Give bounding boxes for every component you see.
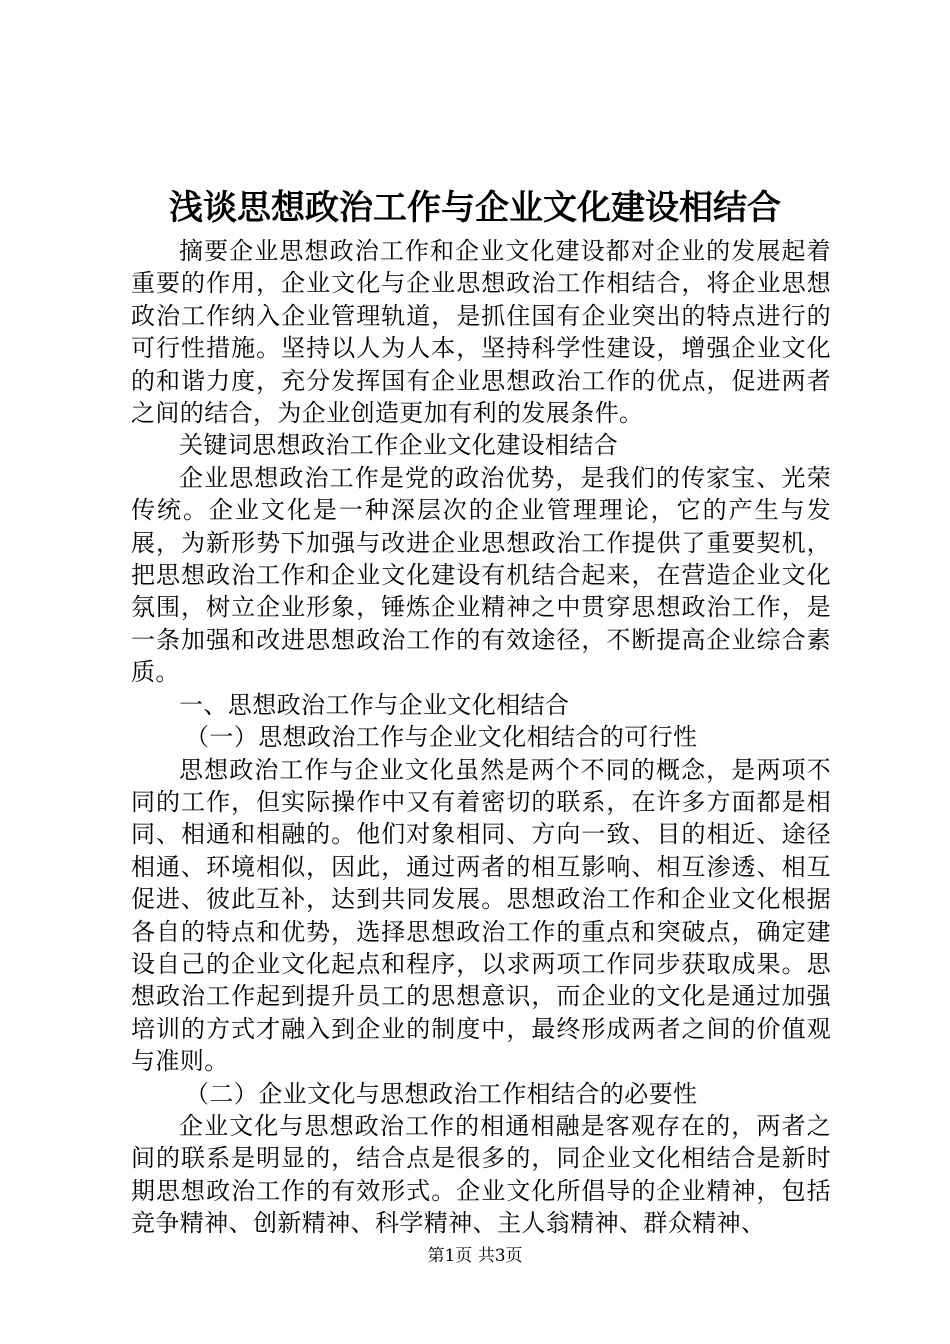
subsection-heading-2: （二）企业文化与思想政治工作相结合的必要性	[185, 1079, 698, 1108]
section-heading-1: 一、思想政治工作与企业文化相结合	[179, 690, 570, 719]
body-paragraph: 思想政治工作与企业文化虽然是两个不同的概念，是两项不同的工作，但实际操作中又有着密切的联系，在许多方面都是相同、相通和相融的。他们对象相同、方向一致、目的相近、途径相通、环境相似，因此，通过两者的相互影响、相互渗透、相互促进、彼此互补，达到共同发展。思想政治工作和企业文化根据各自的特点和优势，选择思想政治工作的重点和突破点，确定建设自己的企业文化起点和程序，以求两项工作同步获取成果。思想政治工作起到提升员工的思想意识，而企业的文化是通过加强培训的方式才融入到企业的制度中，最终形成两者之间的价值观与准则。	[131, 755, 831, 1076]
document-title: 浅谈思想政治工作与企业文化建设相结合	[169, 188, 781, 228]
subsection-heading-1: （一）思想政治工作与企业文化相结合的可行性	[185, 723, 698, 752]
body-paragraph: 企业文化与思想政治工作的相通相融是客观存在的，两者之间的联系是明显的，结合点是很多的，同企业文化相结合是新时期思想政治工作的有效形式。企业文化所倡导的企业精神，包括竞争精神、创新精神、科学精神、主人翁精神、群众精神、	[131, 1111, 831, 1238]
page-footer: 第1页 共3页	[427, 1246, 523, 1266]
intro-paragraph: 企业思想政治工作是党的政治优势，是我们的传家宝、光荣传统。企业文化是一种深层次的企业管理理论，它的产生与发展，为新形势下加强与改进企业思想政治工作提供了重要契机，把思想政治工作和企业文化建设有机结合起来，在营造企业文化氛围，树立企业形象，锤炼企业精神之中贯穿思想政治工作，是一条加强和改进思想政治工作的有效途径，不断提高企业综合素质。	[131, 463, 831, 687]
keywords-paragraph: 关键词思想政治工作企业文化建设相结合	[179, 431, 619, 460]
abstract-paragraph: 摘要企业思想政治工作和企业文化建设都对企业的发展起着重要的作用，企业文化与企业思想政治工作相结合，将企业思想政治工作纳入企业管理轨道，是抓住国有企业突出的特点进行的可行性措施。坚持以人为人本，坚持科学性建设，增强企业文化的和谐力度，充分发挥国有企业思想政治工作的优点，促进两者之间的结合，为企业创造更加有利的发展条件。	[131, 237, 831, 428]
document-body	[131, 235, 831, 1240]
